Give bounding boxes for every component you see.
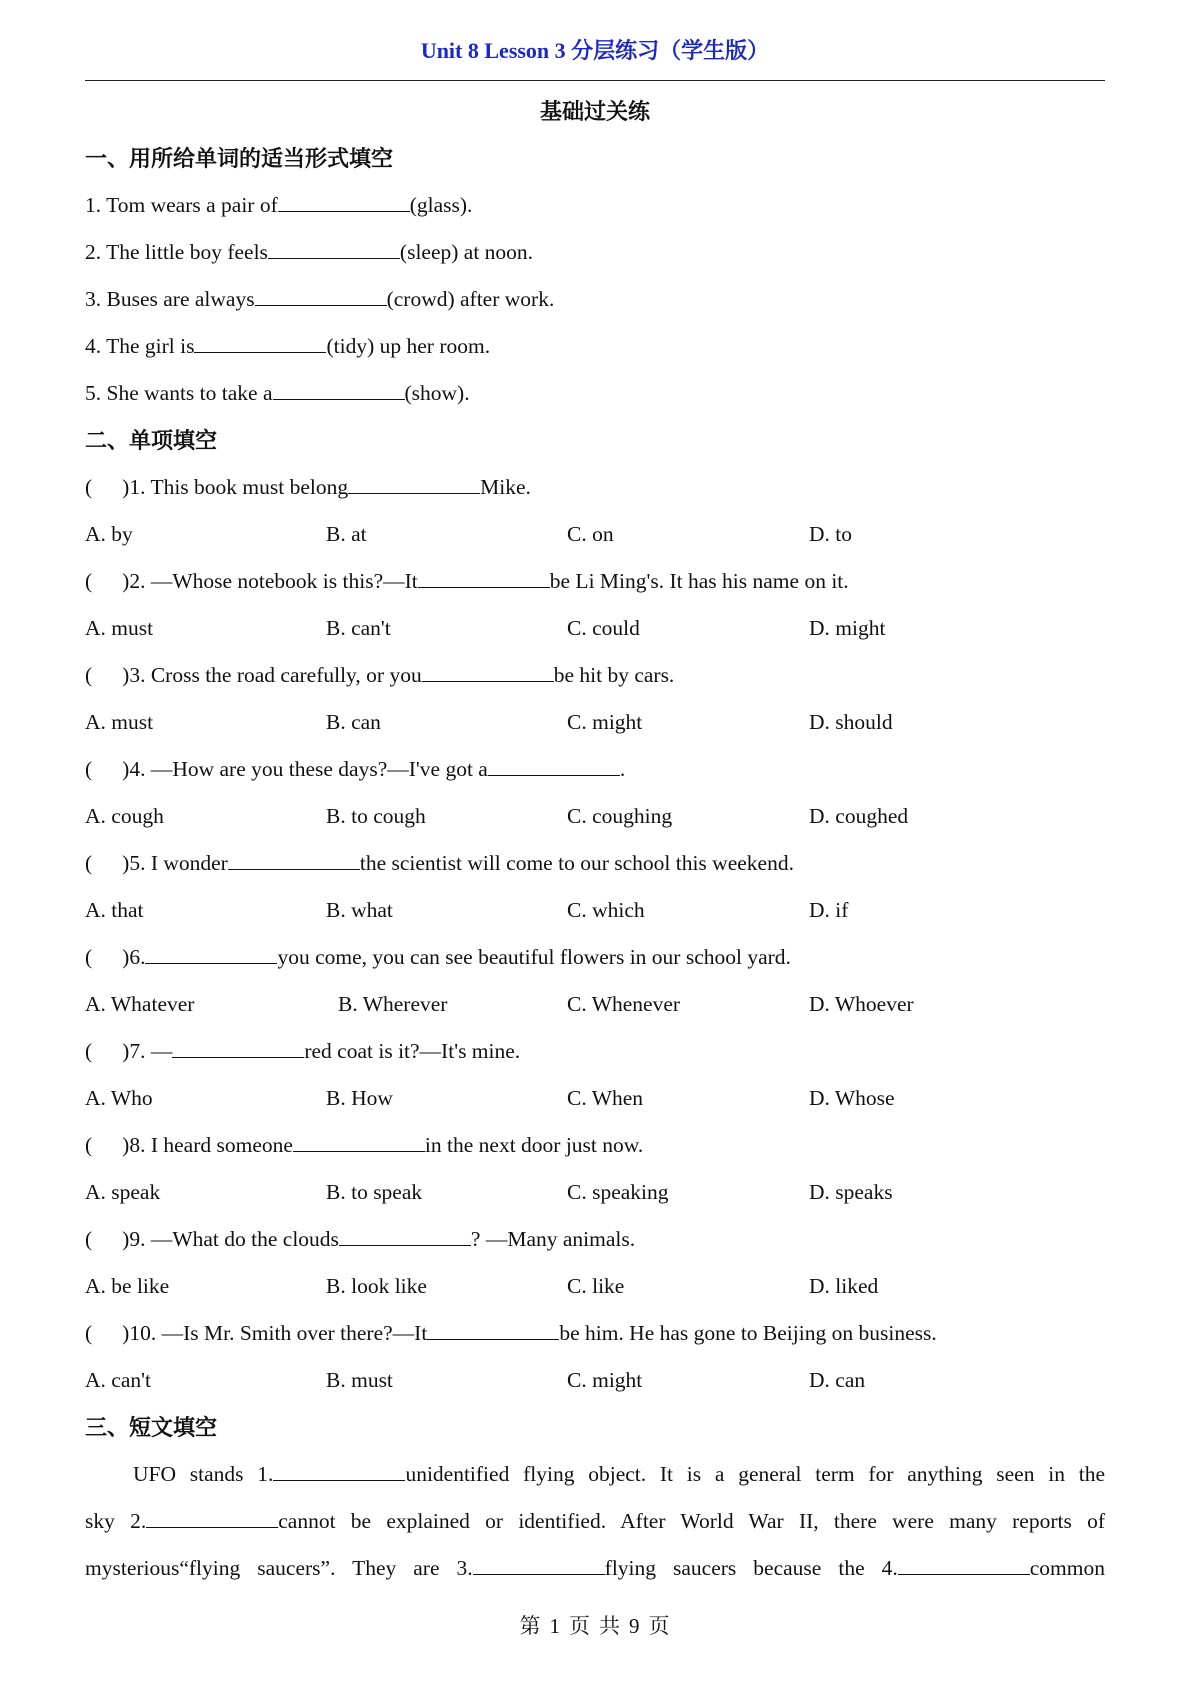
option-b[interactable]: B. at: [326, 522, 367, 546]
answer-blank[interactable]: [278, 193, 410, 212]
question-options: [85, 1075, 1105, 1122]
option-a[interactable]: A. Who: [85, 1086, 153, 1110]
answer-blank[interactable]: [418, 569, 550, 588]
option-a[interactable]: A. must: [85, 616, 154, 640]
answer-blank[interactable]: [172, 1039, 304, 1058]
question-stem: ( )9. —What do the clouds ? —Many animals.: [85, 1227, 636, 1251]
answer-blank[interactable]: [422, 663, 554, 682]
subtitle: 基础过关练: [539, 99, 650, 124]
option-c[interactable]: C. speaking: [567, 1180, 669, 1204]
option-b[interactable]: B. to speak: [326, 1180, 423, 1204]
answer-blank[interactable]: [268, 240, 400, 259]
option-d[interactable]: D. if: [809, 898, 849, 922]
option-a[interactable]: A. must: [85, 710, 154, 734]
option-b[interactable]: B. Wherever: [338, 992, 448, 1016]
section2-title: 二、单项填空: [85, 428, 218, 453]
cloze-passage: [85, 1451, 1105, 1592]
option-a[interactable]: A. by: [85, 522, 133, 546]
question-stem: ( )2. —Whose notebook is this?—It be Li Ming's. It has his name on it.: [85, 569, 849, 593]
section1-title: 一、用所给单词的适当形式填空: [85, 146, 394, 171]
passage-line: mysterious“flying saucers”. They are 3. flying saucers because the 4. common: [85, 1556, 1106, 1580]
question-options: [85, 1169, 1105, 1216]
option-c[interactable]: C. on: [567, 522, 614, 546]
passage-line: sky 2. cannot be explained or identified. After World War II, there were many reports of: [85, 1509, 1105, 1533]
option-d[interactable]: D. liked: [809, 1274, 879, 1298]
option-b[interactable]: B. must: [326, 1368, 393, 1392]
header-rule: [85, 80, 1105, 81]
option-c[interactable]: C. When: [567, 1086, 644, 1110]
content: [85, 88, 1105, 1592]
option-a[interactable]: A. Whatever: [85, 992, 195, 1016]
option-a[interactable]: A. can't: [85, 1368, 151, 1392]
question-stem: ( )6. you come, you can see beautiful flowers in our school yard.: [85, 945, 791, 969]
option-d[interactable]: D. to: [809, 522, 852, 546]
page-total: 9: [629, 1614, 641, 1638]
question-stem: ( )3. Cross the road carefully, or you be hit by cars.: [85, 663, 675, 687]
question-options: [85, 793, 1105, 840]
option-d[interactable]: D. might: [809, 616, 886, 640]
question-options: [85, 699, 1105, 746]
option-c[interactable]: C. could: [567, 616, 640, 640]
option-c[interactable]: C. coughing: [567, 804, 673, 828]
option-b[interactable]: B. what: [326, 898, 393, 922]
option-b[interactable]: B. can: [326, 710, 381, 734]
option-b[interactable]: B. look like: [326, 1274, 427, 1298]
answer-blank[interactable]: [348, 475, 480, 494]
question-stem: ( )4. —How are you these days?—I've got a .: [85, 757, 626, 781]
answer-blank[interactable]: [273, 1462, 405, 1481]
answer-blank[interactable]: [146, 1509, 278, 1528]
option-d[interactable]: D. Whoever: [809, 992, 914, 1016]
option-d[interactable]: D. speaks: [809, 1180, 893, 1204]
option-c[interactable]: C. might: [567, 1368, 643, 1392]
answer-blank[interactable]: [898, 1556, 1030, 1575]
answer-blank[interactable]: [194, 334, 326, 353]
section1-item: 2. The little boy feels (sleep) at noon.: [85, 240, 534, 264]
option-c[interactable]: C. Whenever: [567, 992, 681, 1016]
option-d[interactable]: D. can: [809, 1368, 866, 1392]
passage-line: UFO stands 1. unidentified flying object. It is a general term for anything seen in the: [133, 1462, 1105, 1486]
section1-item: 1. Tom wears a pair of (glass).: [85, 193, 473, 217]
answer-blank[interactable]: [273, 381, 405, 400]
question-options: [85, 511, 1105, 558]
option-d[interactable]: D. should: [809, 710, 893, 734]
option-a[interactable]: A. be like: [85, 1274, 170, 1298]
section3-title: 三、短文填空: [85, 1415, 218, 1440]
question-stem: ( )7. — red coat is it?—It's mine.: [85, 1039, 521, 1063]
section1-item: 5. She wants to take a (show).: [85, 381, 470, 405]
option-d[interactable]: D. Whose: [809, 1086, 895, 1110]
answer-blank[interactable]: [145, 945, 277, 964]
option-b[interactable]: B. How: [326, 1086, 393, 1110]
question-options: [85, 1357, 1105, 1404]
answer-blank[interactable]: [255, 287, 387, 306]
question-options: [85, 1263, 1105, 1310]
header-title: Unit 8 Lesson 3 分层练习（学生版）: [420, 38, 770, 63]
section1-item: 4. The girl is (tidy) up her room.: [85, 334, 491, 358]
answer-blank[interactable]: [228, 851, 360, 870]
section1-item: 3. Buses are always (crowd) after work.: [85, 287, 555, 311]
page-number: 1: [549, 1614, 561, 1638]
answer-blank[interactable]: [488, 757, 620, 776]
option-a[interactable]: A. that: [85, 898, 144, 922]
option-c[interactable]: C. like: [567, 1274, 625, 1298]
answer-blank[interactable]: [473, 1556, 605, 1575]
option-a[interactable]: A. speak: [85, 1180, 161, 1204]
question-options: [85, 981, 1105, 1028]
page-footer: 第 1 页 共 9 页: [519, 1614, 671, 1638]
question-options: [85, 887, 1105, 934]
answer-blank[interactable]: [427, 1321, 559, 1340]
option-c[interactable]: C. which: [567, 898, 645, 922]
answer-blank[interactable]: [339, 1227, 471, 1246]
option-b[interactable]: B. can't: [326, 616, 391, 640]
question-stem: ( )10. —Is Mr. Smith over there?—It be him. He has gone to Beijing on business.: [85, 1321, 937, 1345]
answer-blank[interactable]: [293, 1133, 425, 1152]
option-c[interactable]: C. might: [567, 710, 643, 734]
question-stem: ( )1. This book must belong Mike.: [85, 475, 531, 499]
option-a[interactable]: A. cough: [85, 804, 164, 828]
question-options: [85, 605, 1105, 652]
option-d[interactable]: D. coughed: [809, 804, 909, 828]
question-stem: ( )5. I wonder the scientist will come to our school this weekend.: [85, 851, 794, 875]
option-b[interactable]: B. to cough: [326, 804, 426, 828]
question-stem: ( )8. I heard someone in the next door just now.: [85, 1133, 644, 1157]
